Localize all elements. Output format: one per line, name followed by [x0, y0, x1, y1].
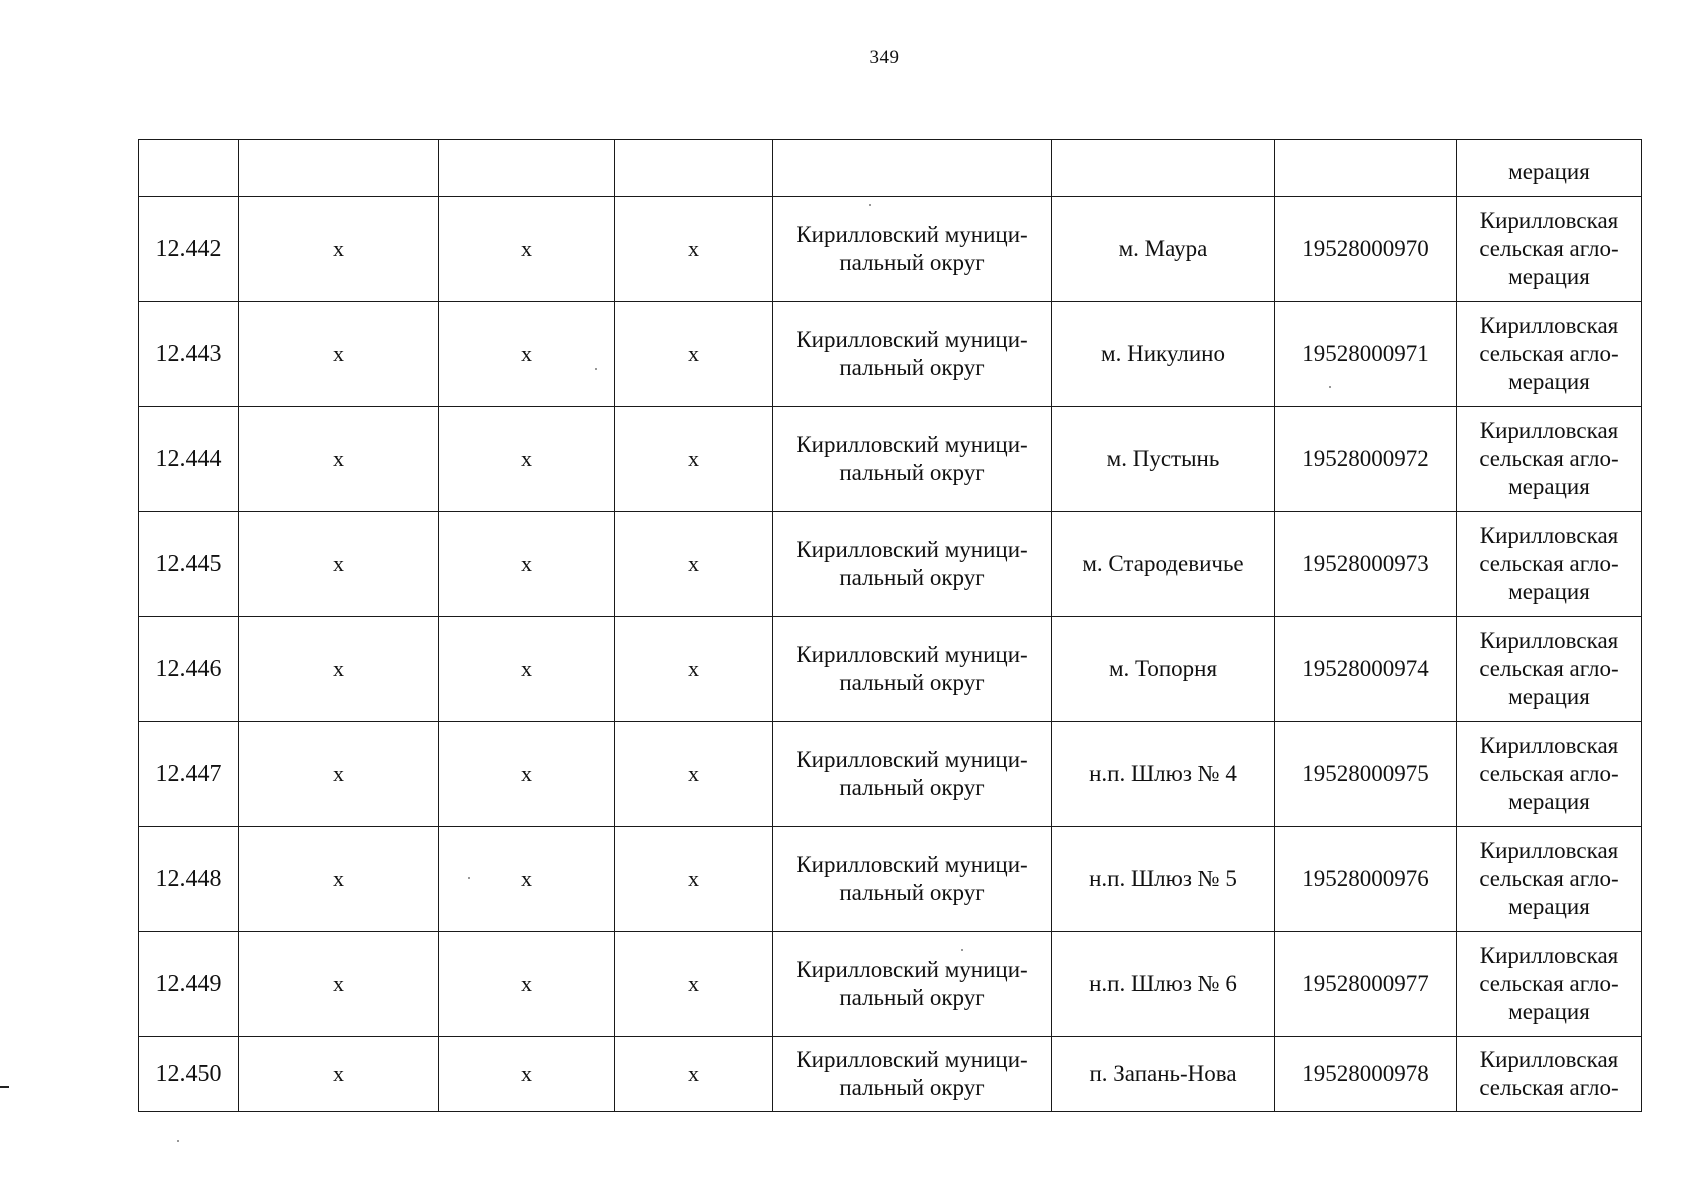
settlement-cell: м. Никулино — [1052, 302, 1275, 407]
table-row — [139, 512, 1642, 617]
district-cell — [773, 932, 1052, 1037]
settlement-cell: п. Запань-Нова — [1052, 1037, 1275, 1112]
district-cell — [773, 407, 1052, 512]
row-number-cell: 12.447 — [139, 722, 239, 827]
x-cell: х — [239, 827, 439, 932]
agglomeration-cell — [1457, 407, 1642, 512]
agglomeration-line: мерация — [1508, 789, 1590, 814]
agglomeration-line: мерация — [1508, 474, 1590, 499]
x-cell: х — [615, 197, 773, 302]
row-number-cell: 12.449 — [139, 932, 239, 1037]
table-row — [139, 197, 1642, 302]
scan-speck — [1329, 386, 1331, 388]
x-cell: х — [239, 407, 439, 512]
agglomeration-line: сельская агло- — [1479, 341, 1619, 366]
agglomeration-cell — [1457, 512, 1642, 617]
row-number-cell: 12.443 — [139, 302, 239, 407]
agglomeration-line: сельская агло- — [1479, 971, 1619, 996]
x-cell: х — [439, 197, 615, 302]
district-line: Кирилловский муници- — [796, 327, 1028, 352]
x-cell: х — [439, 617, 615, 722]
page-number: 349 — [869, 47, 900, 68]
x-cell: х — [439, 512, 615, 617]
district-cell — [773, 512, 1052, 617]
table-row — [139, 1037, 1642, 1112]
district-line: Кирилловский муници- — [796, 852, 1028, 877]
x-cell: х — [439, 722, 615, 827]
x-cell: х — [239, 722, 439, 827]
scan-speck — [595, 368, 597, 370]
agglomeration-line: сельская агло- — [1479, 1075, 1619, 1100]
agglomeration-cell — [1457, 1037, 1642, 1112]
code-cell: 19528000976 — [1275, 827, 1457, 932]
agglomeration-line: Кирилловская — [1479, 523, 1619, 548]
table-cell-empty — [1052, 140, 1275, 197]
table-row — [139, 617, 1642, 722]
district-line: пальный округ — [839, 880, 985, 905]
scan-speck — [961, 949, 963, 951]
code-cell: 19528000970 — [1275, 197, 1457, 302]
x-cell: х — [439, 302, 615, 407]
code-cell: 19528000972 — [1275, 407, 1457, 512]
table-cell-empty — [239, 140, 439, 197]
x-cell: х — [615, 827, 773, 932]
row-number-cell: 12.442 — [139, 197, 239, 302]
row-number-cell: 12.446 — [139, 617, 239, 722]
row-number-cell: 12.450 — [139, 1037, 239, 1112]
district-line: Кирилловский муници- — [796, 222, 1028, 247]
district-line: Кирилловский муници- — [796, 957, 1028, 982]
settlement-cell: м. Топорня — [1052, 617, 1275, 722]
table-row — [139, 722, 1642, 827]
settlements-table — [138, 139, 1642, 1112]
district-line: пальный округ — [839, 985, 985, 1010]
agglomeration-line: Кирилловская — [1479, 208, 1619, 233]
district-cell — [773, 1037, 1052, 1112]
agglomeration-line: Кирилловская — [1479, 733, 1619, 758]
district-line: Кирилловский муници- — [796, 747, 1028, 772]
district-cell — [773, 302, 1052, 407]
agglomeration-cell — [1457, 197, 1642, 302]
settlement-cell: н.п. Шлюз № 5 — [1052, 827, 1275, 932]
row-number-cell: 12.448 — [139, 827, 239, 932]
table-row — [139, 407, 1642, 512]
agglomeration-line: сельская агло- — [1479, 551, 1619, 576]
x-cell: х — [239, 1037, 439, 1112]
agglomeration-line: мерация — [1508, 579, 1590, 604]
scan-speck — [869, 204, 871, 206]
x-cell: х — [439, 407, 615, 512]
table-row — [139, 932, 1642, 1037]
agglomeration-line: мерация — [1508, 684, 1590, 709]
table-row — [139, 302, 1642, 407]
x-cell: х — [239, 302, 439, 407]
agglomeration-line: мерация — [1508, 264, 1590, 289]
district-line: пальный округ — [839, 775, 985, 800]
settlement-cell: н.п. Шлюз № 6 — [1052, 932, 1275, 1037]
agglomeration-line: сельская агло- — [1479, 761, 1619, 786]
district-line: пальный округ — [839, 565, 985, 590]
agglomeration-line: Кирилловская — [1479, 1047, 1619, 1072]
agglomeration-line: сельская агло- — [1479, 656, 1619, 681]
district-line: Кирилловский муници- — [796, 642, 1028, 667]
x-cell: х — [615, 932, 773, 1037]
district-line: пальный округ — [839, 1075, 985, 1100]
table-cell-empty — [439, 140, 615, 197]
district-line: пальный округ — [839, 250, 985, 275]
table-cell-empty — [773, 140, 1052, 197]
table-row — [139, 827, 1642, 932]
x-cell: х — [615, 512, 773, 617]
agglomeration-line: Кирилловская — [1479, 628, 1619, 653]
agglomeration-line: сельская агло- — [1479, 446, 1619, 471]
scan-speck — [468, 877, 470, 879]
x-cell: х — [615, 617, 773, 722]
x-cell: х — [615, 1037, 773, 1112]
code-cell: 19528000973 — [1275, 512, 1457, 617]
x-cell: х — [239, 932, 439, 1037]
district-line: пальный округ — [839, 460, 985, 485]
code-cell: 19528000974 — [1275, 617, 1457, 722]
code-cell: 19528000975 — [1275, 722, 1457, 827]
district-cell — [773, 617, 1052, 722]
row-number-cell: 12.445 — [139, 512, 239, 617]
agglomeration-cell — [1457, 827, 1642, 932]
agglomeration-line: сельская агло- — [1479, 236, 1619, 261]
x-cell: х — [439, 1037, 615, 1112]
agglomeration-line: Кирилловская — [1479, 838, 1619, 863]
x-cell: х — [615, 302, 773, 407]
row-number-cell: 12.444 — [139, 407, 239, 512]
agglomeration-line: Кирилловская — [1479, 418, 1619, 443]
agglomeration-line: мерация — [1508, 894, 1590, 919]
district-line: Кирилловский муници- — [796, 432, 1028, 457]
district-cell — [773, 827, 1052, 932]
agglomeration-cell — [1457, 722, 1642, 827]
agglomeration-line: мерация — [1508, 369, 1590, 394]
table-cell-empty — [615, 140, 773, 197]
x-cell: х — [239, 197, 439, 302]
scan-edge-mark — [0, 1086, 9, 1088]
agglomeration-line: Кирилловская — [1479, 943, 1619, 968]
scan-speck — [177, 1140, 179, 1142]
agglomeration-cell — [1457, 302, 1642, 407]
continued-row — [139, 140, 1642, 197]
x-cell: х — [615, 407, 773, 512]
settlement-cell: м. Пустынь — [1052, 407, 1275, 512]
district-cell — [773, 722, 1052, 827]
district-line: пальный округ — [839, 355, 985, 380]
x-cell: х — [439, 827, 615, 932]
agglomeration-cell — [1457, 617, 1642, 722]
district-cell — [773, 197, 1052, 302]
x-cell: х — [439, 932, 615, 1037]
code-cell: 19528000978 — [1275, 1037, 1457, 1112]
settlement-cell: м. Маура — [1052, 197, 1275, 302]
settlement-cell: н.п. Шлюз № 4 — [1052, 722, 1275, 827]
agglomeration-line: мерация — [1508, 999, 1590, 1024]
settlement-cell: м. Стародевичье — [1052, 512, 1275, 617]
x-cell: х — [615, 722, 773, 827]
x-cell: х — [239, 617, 439, 722]
district-line: Кирилловский муници- — [796, 1047, 1028, 1072]
agglomeration-line: сельская агло- — [1479, 866, 1619, 891]
agglomeration-cell — [1457, 932, 1642, 1037]
district-line: пальный округ — [839, 670, 985, 695]
code-cell: 19528000971 — [1275, 302, 1457, 407]
agglomeration-line: Кирилловская — [1479, 313, 1619, 338]
district-line: Кирилловский муници- — [796, 537, 1028, 562]
table-cell-empty — [1275, 140, 1457, 197]
agglomeration-continued-cell: мерация — [1457, 140, 1642, 197]
code-cell: 19528000977 — [1275, 932, 1457, 1037]
x-cell: х — [239, 512, 439, 617]
table-cell-empty — [139, 140, 239, 197]
